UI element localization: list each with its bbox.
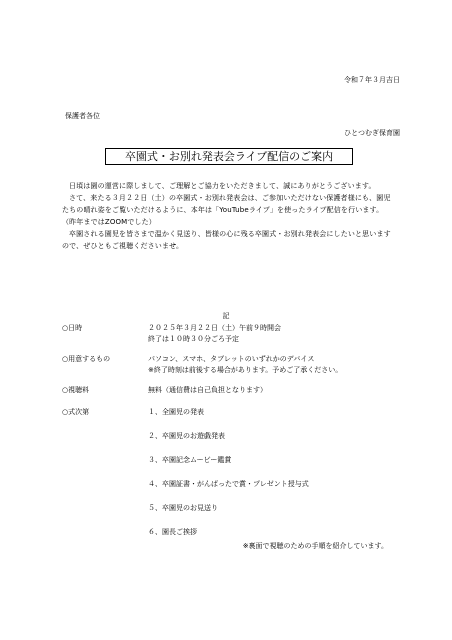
fee-label: ○視聴料 — [62, 386, 90, 394]
datetime-line2: 終了は１０時３０分ごろ予定 — [148, 335, 239, 343]
prepare-line1: パソコン、スマホ、タブレットのいずれかのデバイス — [148, 355, 315, 363]
datetime-label: ○日時 — [62, 324, 83, 332]
program-item: ５、卒園児のお見送り — [148, 504, 218, 512]
document-title: 卒園式・お別れ発表会ライブ配信のご案内 — [105, 148, 353, 165]
program-item: １、全園児の発表 — [148, 408, 204, 416]
footer-note: ※裏面で視聴のための手順を紹介しています。 — [242, 542, 388, 550]
ki-heading: 記 — [222, 312, 230, 320]
body-paragraph: 日頃は園の運営に際しまして、ご理解とご協力をいただきまして、誠にありがとうございます。 — [69, 182, 376, 190]
program-item: ４、卒園証書・がんばったで賞・プレゼント授与式 — [148, 480, 309, 488]
prepare-line2: ※終了時刻は前後する場合があります。予めご了承ください。 — [148, 366, 343, 374]
program-label: ○式次第 — [62, 408, 90, 416]
fee-value: 無料（通信費は自己負担となります） — [148, 386, 267, 394]
sender: ひとつむぎ保育園 — [344, 129, 400, 137]
program-item: ３、卒園記念ムービー鑑賞 — [148, 456, 232, 464]
body-text — [62, 180, 392, 252]
issue-date: 令和７年３月吉日 — [344, 76, 400, 84]
body-paragraph: 卒園される園児を皆さまで温かく見送り、皆様の心に残る卒園式・お別れ発表会にしたいと思いますので、ぜひともご視聴くださいませ。 — [62, 230, 391, 250]
program-item: ６、園長ご挨拶 — [148, 528, 197, 536]
prepare-label: ○用意するもの — [62, 355, 111, 363]
datetime-line1: ２０２５年３月２２日（土）午前９時開会 — [148, 324, 281, 332]
recipient: 保護者各位 — [65, 112, 100, 120]
body-paragraph: さて、来たる３月２２日（土）の卒園式・お別れ発表会は、ご参加いただけない保護者様にも、園児たちの晴れ姿をご覧いただけるように、本年は「YouTubeライブ」を使ったライブ配信を行います。（昨年まではZOOMでした） — [62, 194, 391, 226]
program-item: ２、卒園児のお遊戯発表 — [148, 432, 225, 440]
